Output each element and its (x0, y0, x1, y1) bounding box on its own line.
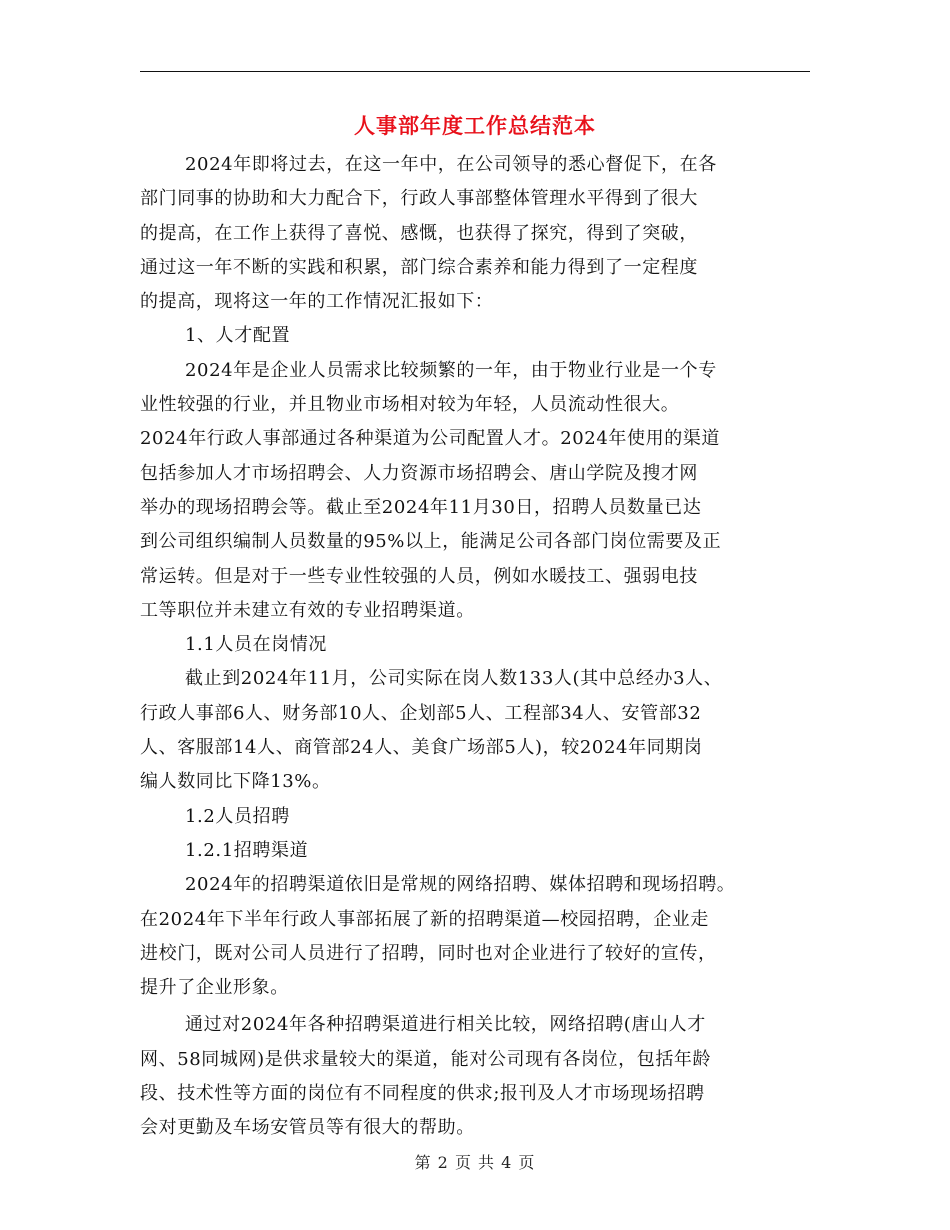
paragraph-line: 段、技术性等方面的岗位有不同程度的供求;报刊及人才市场现场招聘 (140, 1083, 705, 1105)
document-body (140, 148, 810, 1146)
paragraph-line: 举办的现场招聘会等。截止至2024年11月30日，招聘人员数量已达 (140, 496, 702, 518)
header-rule (140, 71, 810, 72)
section-heading: 1.1人员在岗情况 (185, 634, 328, 656)
section-heading: 1.2人员招聘 (185, 805, 290, 827)
paragraph-line: 进校门，既对公司人员进行了招聘，同时也对企业进行了较好的宣传， (140, 942, 717, 964)
paragraph-line: 在2024年下半年行政人事部拓展了新的招聘渠道—校园招聘，企业走 (140, 908, 710, 930)
paragraph-line: 的提高，在工作上获得了喜悦、感慨，也获得了探究，得到了突破， (140, 222, 698, 244)
section-heading: 1.2.1招聘渠道 (185, 839, 309, 861)
paragraph-line: 工等职位并未建立有效的专业招聘渠道。 (140, 599, 475, 621)
document-title: 人事部年度工作总结范本 (354, 113, 596, 138)
page-number-footer: 第 2 页 共 4 页 (414, 1153, 536, 1172)
paragraph-line: 提升了企业形象。 (140, 977, 289, 999)
paragraph-line: 部门同事的协助和大力配合下，行政人事部整体管理水平得到了很大 (140, 188, 698, 210)
paragraph-line: 编人数同比下降13%。 (140, 771, 331, 793)
paragraph-line: 人、客服部14人、商管部24人、美食广场部5人)，较2024年同期岗 (140, 737, 703, 759)
paragraph-line: 通过这一年不断的实践和积累，部门综合素养和能力得到了一定程度 (140, 256, 698, 278)
paragraph-line: 2024年的招聘渠道依旧是常规的网络招聘、媒体招聘和现场招聘。 (185, 874, 736, 896)
paragraph-line: 包括参加人才市场招聘会、人力资源市场招聘会、唐山学院及搜才网 (140, 462, 698, 484)
paragraph-line: 业性较强的行业，并且物业市场相对较为年轻，人员流动性很大。 (140, 394, 680, 416)
paragraph-line: 2024年行政人事部通过各种渠道为公司配置人才。2024年使用的渠道 (140, 428, 721, 450)
paragraph-line: 2024年是企业人员需求比较频繁的一年，由于物业行业是一个专 (185, 359, 717, 381)
paragraph-line: 到公司组织编制人员数量的95%以上，能满足公司各部门岗位需要及正 (140, 531, 722, 553)
section-heading: 1、人才配置 (185, 325, 291, 347)
paragraph-line: 会对更勤及车场安管员等有很大的帮助。 (140, 1117, 475, 1139)
paragraph-line: 截止到2024年11月，公司实际在岗人数133人(其中总经办3人、 (185, 668, 723, 690)
paragraph-line: 行政人事部6人、财务部10人、企划部5人、工程部34人、安管部32 (140, 702, 702, 724)
paragraph-line: 网、58同城网)是供求量较大的渠道，能对公司现有各岗位，包括年龄 (140, 1048, 712, 1070)
paragraph-line: 2024年即将过去，在这一年中，在公司领导的悉心督促下，在各 (185, 154, 717, 175)
paragraph-line: 通过对2024年各种招聘渠道进行相关比较，网络招聘(唐山人才 (185, 1014, 706, 1036)
paragraph-line: 常运转。但是对于一些专业性较强的人员，例如水暖技工、强弱电技 (140, 565, 698, 587)
paragraph-line: 的提高，现将这一年的工作情况汇报如下： (140, 291, 494, 313)
